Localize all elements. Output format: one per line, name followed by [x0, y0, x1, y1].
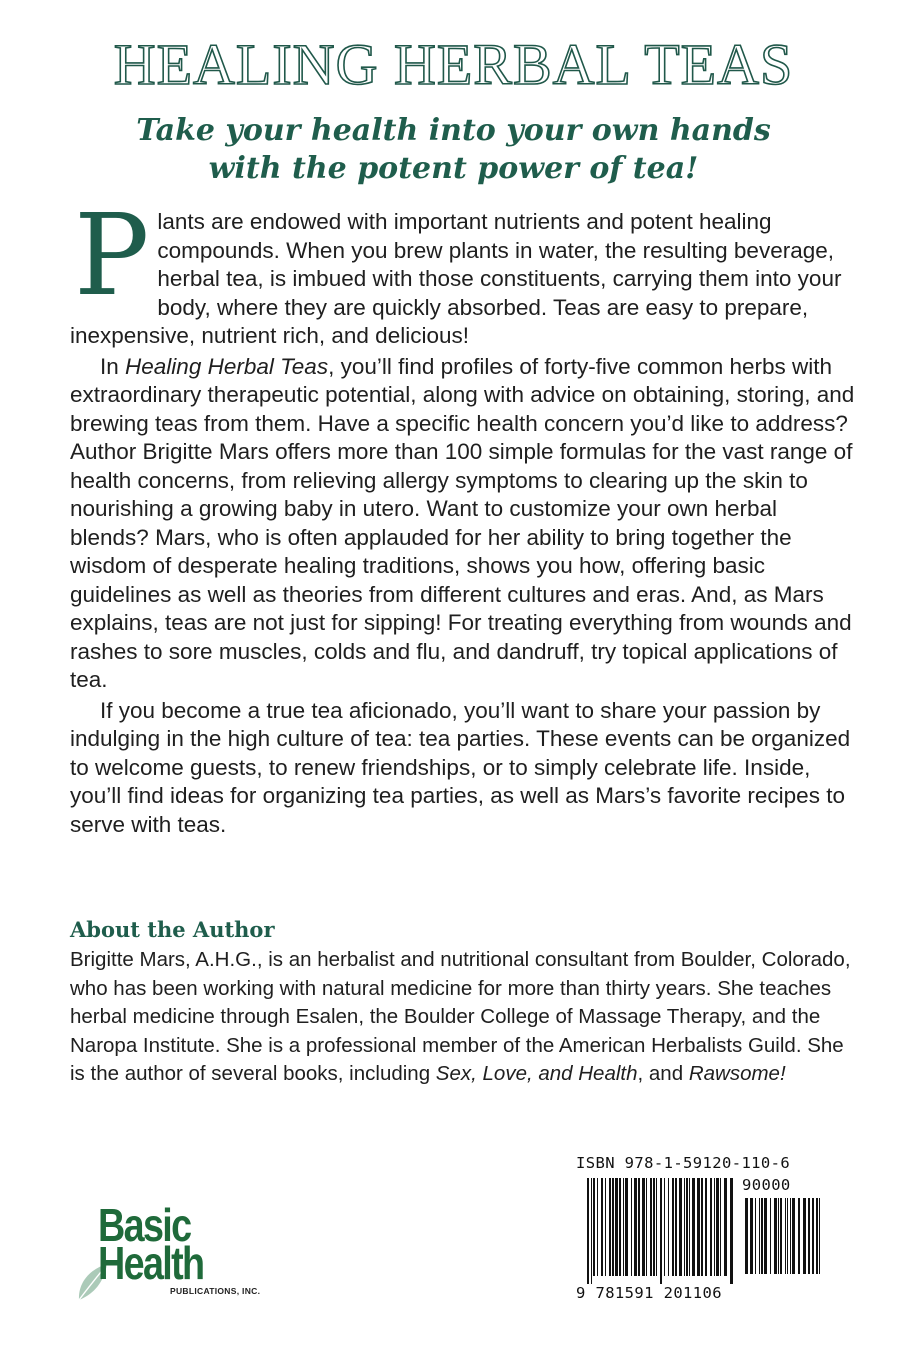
about-book-2: Rawsome! — [688, 1062, 786, 1085]
description-paragraph-3: If you become a true tea aficionado, you’ll want to share your passion by indulging in the high culture of tea: tea parties. These events can be organized to welcome guests, to renew friendships, or to simply celebrate life. Inside, you’ll find ideas for organizing tea parties, as well as Mars’s favorite recipes to serve with teas. — [70, 697, 851, 837]
description-p2-text: , you’ll find profiles of forty-five common herbs with extraordinary therapeutic potential, along with advice on obtaining, storing, and brewing teas from them. Have a specific health concern you’d like to address? Author Brigitte Mars offers more than 100 simple formulas for the vast range of health concerns, from relieving allergy symptoms to clearing up the skin to nourishing a growing baby in utero. Want to customize your own herbal blends? Mars, who is often applauded for her ability to bring together the wisdom of desperate healing traditions, shows you how, offering basic guidelines as well as theories from different cultures and eras. And, as Mars explains, teas are not just for sipping! For treating everything from wounds and rashes to sore muscles, colds and flu, and dandruff, try topical applications of tea. — [70, 353, 855, 692]
barcode-bar — [609, 1178, 611, 1276]
barcode-bar — [672, 1178, 674, 1276]
about-text — [70, 946, 860, 1089]
logo-health: Health — [98, 1237, 204, 1289]
barcode-bar — [705, 1178, 707, 1276]
barcode-bar — [764, 1198, 767, 1274]
barcode-bar — [597, 1178, 598, 1276]
barcode-bar — [587, 1178, 589, 1284]
about-separator: , and — [637, 1062, 689, 1085]
barcode-bar — [623, 1178, 624, 1276]
barcode-bar — [816, 1198, 818, 1274]
description-p1-text: lants are endowed with important nutrients and potent healing compounds. When you brew plants in water, the resulting beverage, herbal tea, is imbued with those constituents, carrying them into your body, where they are quickly absorbed. Teas are easy to prepare, inexpensive, nutrient rich, and delicious! — [70, 209, 842, 348]
barcode-bar — [798, 1198, 800, 1274]
barcode-bar — [790, 1198, 791, 1274]
barcode-bar — [612, 1178, 614, 1276]
isbn-barcode — [574, 1154, 830, 1304]
ean-number: 9 781591 201106 — [576, 1284, 722, 1302]
book-title: HEALING HERBAL TEAS — [113, 32, 794, 97]
description-p2-prefix: In — [100, 353, 126, 379]
description-paragraph-1 — [70, 191, 860, 351]
addon-barcode-bars — [744, 1198, 826, 1284]
isbn-number: ISBN 978-1-59120-110-6 — [576, 1154, 791, 1172]
barcode-bar — [660, 1178, 662, 1284]
publisher-logo — [76, 1199, 261, 1302]
barcode-bar — [710, 1178, 712, 1276]
barcode-bar — [646, 1178, 647, 1276]
barcode-bar — [730, 1178, 733, 1284]
drop-cap: P — [74, 191, 150, 321]
barcode-bar — [780, 1198, 782, 1274]
barcode-bar — [724, 1178, 727, 1276]
logo-publications: PUBLICATIONS, INC. — [170, 1286, 261, 1296]
barcode-bar — [755, 1198, 756, 1274]
book-description — [70, 191, 860, 839]
barcode-bar — [605, 1178, 606, 1276]
barcode-bar — [761, 1198, 763, 1274]
barcode-bar — [778, 1198, 779, 1274]
about-book-1: Sex, Love, and Health — [435, 1062, 638, 1085]
barcode-bar — [650, 1178, 652, 1276]
barcode-bar — [619, 1178, 621, 1276]
barcode-bar — [750, 1198, 753, 1274]
about-the-author — [70, 916, 860, 1089]
barcode-bar — [803, 1198, 806, 1274]
barcode-bar — [653, 1178, 655, 1276]
barcode-bar — [819, 1198, 820, 1274]
barcode-bar — [601, 1178, 603, 1276]
barcode-bar — [656, 1178, 657, 1276]
tagline — [0, 112, 907, 188]
barcode-bar — [770, 1198, 771, 1274]
barcode-bar — [664, 1178, 665, 1276]
barcode-bar — [697, 1178, 700, 1276]
barcode-bar — [787, 1198, 788, 1274]
description-paragraph-2 — [70, 353, 860, 695]
barcode-bar — [808, 1198, 810, 1274]
price-addon-number: 90000 — [742, 1176, 791, 1194]
barcode-bar — [638, 1178, 640, 1276]
about-body: Brigitte Mars, A.H.G., is an herbalist and nutritional consultant from Boulder, Colorado, who has been working with natural medicine for more than thirty years. She teaches herbal medicine through Esalen, the Boulder College of Massage Therapy, and the Naropa Institute. She is a professional member of the American Herbalists Guild. She is the author of several books, including — [70, 948, 851, 1085]
barcode-bar — [692, 1178, 695, 1276]
ean-barcode-bars — [586, 1178, 738, 1284]
tagline-line-1: Take your health into your own hands — [136, 113, 771, 148]
barcode-bar — [701, 1178, 703, 1276]
barcode-bar — [668, 1178, 669, 1276]
barcode-bar — [631, 1178, 632, 1276]
barcode-bar — [785, 1198, 786, 1274]
barcode-bar — [675, 1178, 677, 1276]
barcode-bar — [745, 1198, 748, 1274]
tagline-line-2: with the potent power of tea! — [208, 151, 699, 186]
barcode-bar — [625, 1178, 628, 1276]
barcode-bar — [615, 1178, 618, 1276]
barcode-bar — [720, 1178, 721, 1276]
barcode-bar — [686, 1178, 688, 1276]
barcode-bar — [642, 1178, 645, 1276]
barcode-bar — [792, 1198, 795, 1274]
barcode-bar — [716, 1178, 719, 1276]
barcode-bar — [593, 1178, 595, 1276]
barcode-bar — [591, 1178, 592, 1284]
barcode-bar — [679, 1178, 682, 1276]
barcode-bar — [684, 1178, 685, 1276]
barcode-bar — [689, 1178, 690, 1276]
barcode-bar — [634, 1178, 637, 1276]
barcode-bar — [812, 1198, 814, 1274]
barcode-bar — [714, 1178, 715, 1276]
barcode-bar — [774, 1198, 777, 1274]
logo-basic: Basic — [98, 1199, 191, 1251]
about-heading: About the Author — [70, 917, 275, 942]
description-p2-book-title: Healing Herbal Teas — [125, 353, 329, 379]
barcode-bar — [759, 1198, 760, 1274]
